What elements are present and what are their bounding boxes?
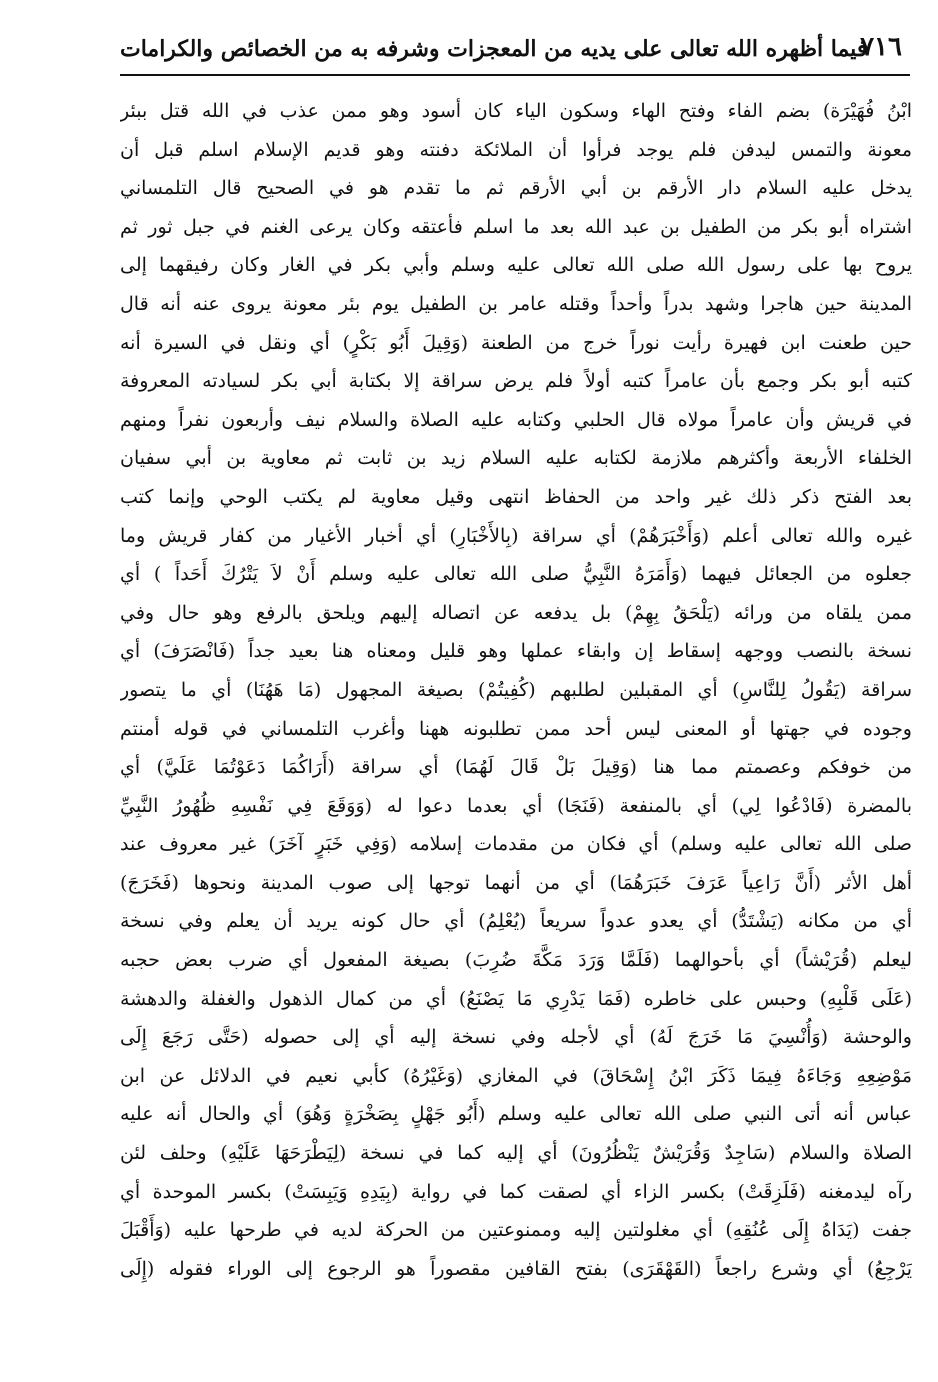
text-line: نسخة بالنصب ووجهه إسقاط إن وابقاء عملها وهو قليل ومعناه هنا بعيد جداً (فَانْصَرَفَ) أي (120, 640, 912, 663)
text-line: كتبه أبو بكر وجمع بأن عامراً كتبه أولاً فلم يرض سراقة إلا بكتابة أبي بكر لسيادته المعروفة (120, 370, 912, 393)
text-line: غيره والله تعالى أعلم (وَأَخْبَرَهُمْ) أي سراقة (بِالأَخْبَارِ) أي أخبار الأغيار من كفار قريش وما (120, 524, 912, 547)
text-line: بالمضرة (فَادْعُوا لِي) أي بالمنفعة (فَنَجَا) أي بعدما دعوا له (وَوَقَعَ فِي نَفْسِهِ ظُهُورُ النَّبِيِّ (120, 794, 912, 817)
body-text (120, 92, 912, 1288)
text-line: من خوفكم وعصمتم مما هنا (وَقِيلَ بَلْ قَالَ لَهُمَا) أي سراقة (أَرَاكُمَا دَعَوْتُمَا عَلَيَّ) أي (120, 756, 912, 779)
text-line: في قريش وأن عامراً مولاه قال الحلبي وكتابه عليه الصلاة والسلام نيف وأربعون نفراً ومنهم (120, 408, 912, 431)
text-line: ابْنُ فُهَيْرَة) بضم الفاء وفتح الهاء وسكون الياء كان أسود وهو ممن عذب في الله قتل ببئر (120, 100, 912, 122)
text-line: يروح بها على رسول الله صلى الله تعالى عليه وسلم وأبي بكر في الغار وكان رفيقهما إلى (120, 254, 912, 277)
text-line: الصلاة والسلام (سَاجِدٌ وَقُرَيْشٌ يَنْظُرُونَ) أي إليه كما في نسخة (لِيَطْرَحَهَا عَلَيْهِ) وحلف لئن (120, 1142, 912, 1165)
text-line: عباس أنه أتى النبي صلى الله تعالى عليه وسلم (أَبُو جَهْلٍ بِصَخْرَةٍ وَهُوَ) أي والحال أنه عليه (120, 1103, 912, 1126)
text-line: اشتراه أبو بكر من الطفيل بن عبد الله بعد ما اسلم فأعتقه وكان يرعى الغنم في جبل ثور ثم (120, 215, 912, 238)
text-line: وجوده في جهتها أو المعنى ليس أحد ممن تطلبونه ههنا وأغرب التلمساني في قوله أمنتم (120, 717, 912, 740)
text-line: المدينة حين هاجرا وشهد بدراً وأحداً وقتله عامر بن الطفيل يوم بئر معونة يروى عنه أنه قال (120, 292, 912, 315)
text-line: والوحشة (وَأُنْسِيَ مَا خَرَجَ لَهُ) أي لأجله وفي نسخة إليه أي إلى حصوله (حَتَّى رَجَعَ إِلَى (120, 1026, 912, 1049)
text-line: رآه ليدمغنه (فَلَزِقَتْ) بكسر الزاء أي لصقت كما في رواية (بِيَدِهِ وَيَبِسَتْ) بكسر الموحدة أي (120, 1180, 912, 1203)
text-line: صلى الله تعالى عليه وسلم) أي فكان من مقدمات إسلامه (وَفِي خَبَرٍ آخَرَ) غير معروف عند (120, 833, 912, 856)
text-line: سراقة (يَقُولُ لِلنَّاسِ) أي المقبلين لطلبهم (كُفِيتُمْ) بصيغة المجهول (مَا هَهُنَا) أي ما يتصور (120, 678, 912, 701)
text-line: (عَلَى قَلْبِهِ) وحبس على خاطره (فَمَا يَدْرِي مَا يَصْنَعُ) أي من كمال الذهول والغفلة والدهشة (120, 987, 912, 1010)
text-line: بعد الفتح ذكر ذلك غير واحد من الحفاظ انتهى وقيل معاوية لم يكتب الوحي وإنما كتب (120, 485, 912, 508)
text-line: ممن يلقاه من ورائه (يَلْحَقُ بِهِمْ) بل يدفعه عن اتصاله إليهم ويلحق بالرفع وهو حال وفي (120, 601, 912, 624)
text-line: أهل الأثر (أَنَّ رَاعِياً عَرَفَ خَبَرَهُمَا) أي من أنهما توجها إلى صوب المدينة ونحوها (فَخَرَجَ) (120, 871, 912, 894)
header-rule (120, 74, 910, 76)
page-header (120, 30, 910, 74)
text-line: جعلوه من الجعائل فيهما (وَأَمَرَهُ النَّبِيُّ صلى الله تعالى عليه وسلم أَنْ لاَ يَتْرُكَ أَحَداً ) أي (120, 563, 912, 586)
text-line: الخلفاء الأربعة وأكثرهم ملازمة لكتابه عليه السلام زيد بن ثابت ثم معاوية بن أبي سفيان (120, 447, 912, 470)
running-title: فيما أظهره الله تعالى على يديه من المعجزات وشرفه به من الخصائص والكرامات (120, 36, 868, 62)
text-line: ليعلم (قُرَيْشاً) أي بأحوالهما (فَلَمَّا وَرَدَ مَكَّةَ ضُرِبَ) بصيغة المفعول أي ضرب بعض حجبه (120, 949, 912, 972)
text-line: مَوْضِعِهِ وَجَاءَهُ فِيمَا ذَكَرَ ابْنُ إِسْحَاقَ) في المغازي (وَغَيْرُهُ) كأبي نعيم في الدلائل عن ابن (120, 1064, 912, 1087)
text-line: يَرْجِعُ) أي وشرع راجعاً (القَهْقَرَى) بفتح القافين مقصوراً هو الرجوع إلى الوراء فقوله (إِلَى (120, 1257, 912, 1280)
text-line: أي من مكانه (يَشْتَدُّ) أي يعدو عدواً سريعاً (يُعْلِمُ) أي حال كونه يريد أن يعلم وفي نسخة (120, 910, 912, 933)
page-number: ٧١٦ (860, 32, 902, 62)
text-line: يدخل عليه السلام دار الأرقم بن أبي الأرقم ثم ما تقدم هو في الصحيح قال التلمساني (120, 177, 912, 200)
text-line: جفت (يَدَاهُ إِلَى عُنُقِهِ) أي مغلولتين إليه وممنوعتين من الحركة لديه في طرحها عليه (وَأَقْبَلَ (120, 1219, 912, 1242)
text-line: معونة والتمس ليدفن فلم يوجد فرأوا أن الملائكة دفنته وهو قديم الإسلام اسلم قبل أن (120, 138, 912, 161)
text-line: حين طعنت ابن فهيرة رأيت نوراً خرج من الطعنة (وَقِيلَ أَبُو بَكْرٍ) أي ونقل في السيرة أنه (120, 331, 912, 354)
